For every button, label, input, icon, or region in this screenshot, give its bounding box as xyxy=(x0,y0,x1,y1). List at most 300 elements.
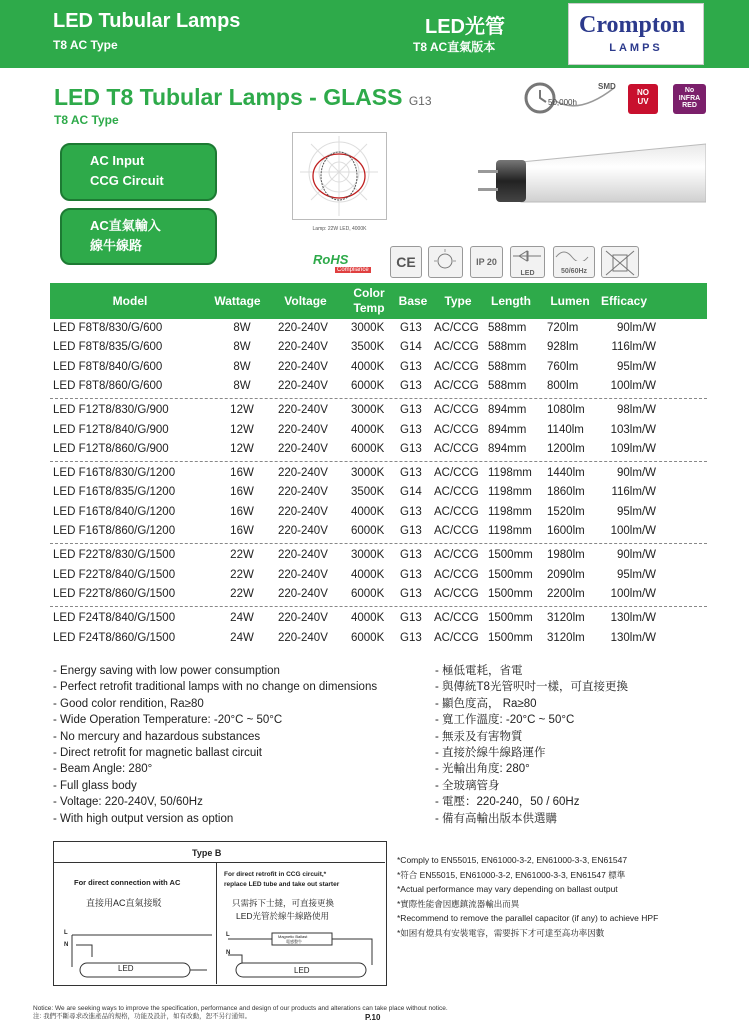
table-cell-voltage: 220-240V xyxy=(278,404,328,417)
feature-item xyxy=(53,778,377,794)
feature-text: No mercury and hazardous substances xyxy=(60,730,261,743)
table-cell-type: AC/CCG xyxy=(434,379,479,392)
polar-caption: Lamp: 22W LED, 4000K xyxy=(312,226,367,232)
page-number: P.10 xyxy=(365,1013,381,1022)
feature-item xyxy=(435,712,628,728)
feature-text: 直接於線牛線路運作 xyxy=(442,747,546,760)
group-separator xyxy=(50,543,707,544)
product-base-code: G13 xyxy=(408,94,432,108)
table-cell-lumen: 1860lm xyxy=(547,486,585,499)
right-label-n: N xyxy=(226,950,231,956)
table-cell-lumen: 1440lm xyxy=(547,467,585,480)
table-cell-type: AC/CCG xyxy=(434,341,479,354)
table-cell-type: AC/CCG xyxy=(434,404,479,417)
group-separator xyxy=(50,606,707,607)
feature-text: 極低電耗，省電 xyxy=(442,665,523,677)
diagram-divider xyxy=(54,862,385,863)
table-cell-voltage: 220-240V xyxy=(278,549,328,562)
bullet-dash: - xyxy=(53,697,61,710)
table-cell-lumen: 760lm xyxy=(547,360,579,373)
table-cell-base: G13 xyxy=(400,322,422,334)
header-subtitle-en: T8 AC Type xyxy=(53,38,118,52)
feature-text: 與傳統T8光管呎吋一樣，可直接更換 xyxy=(442,681,628,694)
ip20-icon xyxy=(470,246,503,278)
feature-text: 無汞及有害物質 xyxy=(442,730,523,743)
table-cell-voltage: 220-240V xyxy=(278,341,328,354)
table-cell-efficacy: 100lm/W xyxy=(610,379,656,392)
table-row xyxy=(50,441,707,460)
lifetime-badge xyxy=(518,80,616,116)
feature-item xyxy=(53,761,377,777)
bullet-dash: - xyxy=(53,714,61,727)
col-type: Type xyxy=(444,294,472,308)
table-cell-model: LED F16T8/830/G/1200 xyxy=(53,467,176,480)
header-subtitle-zh: T8 AC直氣版本 xyxy=(413,40,496,54)
table-cell-lumen: 928lm xyxy=(547,341,579,354)
table-cell-voltage: 220-240V xyxy=(278,360,328,373)
table-cell-efficacy: 116lm/W xyxy=(611,341,656,354)
table-cell-model: LED F16T8/840/G/1200 xyxy=(53,505,176,518)
table-cell-base: G14 xyxy=(400,486,422,499)
table-cell-base: G13 xyxy=(400,505,422,518)
table-cell-efficacy: 90lm/W xyxy=(617,467,656,480)
table-cell-base: G13 xyxy=(400,612,422,625)
table-cell-base: G14 xyxy=(400,341,422,354)
diagram-right-zh-2: LED光管於線牛線路使用 xyxy=(236,911,330,921)
no-uv-line1: NO xyxy=(637,88,649,97)
ballast-label-2: 電感整牛 xyxy=(286,939,302,944)
feature-item xyxy=(53,696,377,712)
table-cell-wattage: 8W xyxy=(233,379,251,392)
table-cell-wattage: 12W xyxy=(230,404,254,417)
ce-text: CE xyxy=(396,254,416,270)
no-ir-line1: No xyxy=(684,87,695,94)
table-cell-voltage: 220-240V xyxy=(278,423,328,436)
table-cell-color-temp: 3000K xyxy=(351,549,385,562)
feature-text: Perfect retrofit traditional lamps with no change on dimensions xyxy=(60,681,378,694)
table-cell-wattage: 8W xyxy=(233,360,251,373)
ce-mark-icon xyxy=(390,246,422,278)
bullet-dash: - xyxy=(53,730,61,743)
table-cell-efficacy: 90lm/W xyxy=(617,549,656,562)
table-cell-length: 1198mm xyxy=(488,505,532,518)
table-cell-wattage: 16W xyxy=(230,486,254,499)
table-cell-lumen: 2090lm xyxy=(547,568,585,581)
table-cell-length: 894mm xyxy=(488,442,527,455)
crossed-bin-icon xyxy=(602,247,638,277)
feature-item xyxy=(53,745,377,761)
feature-text: 電壓：220-240，50 / 60Hz xyxy=(442,796,580,809)
feature-text: With high output version as option xyxy=(60,812,234,825)
led-text: LED xyxy=(520,270,535,277)
table-cell-type: AC/CCG xyxy=(434,322,479,334)
table-cell-color-temp: 4000K xyxy=(351,612,385,625)
product-title xyxy=(54,84,432,111)
table-cell-wattage: 16W xyxy=(230,467,254,480)
table-cell-length: 1198mm xyxy=(488,525,532,537)
table-cell-color-temp: 4000K xyxy=(351,423,385,436)
bullet-dash: - xyxy=(435,763,443,776)
table-cell-base: G13 xyxy=(400,423,422,436)
feature-item xyxy=(435,794,628,810)
table-cell-color-temp: 3000K xyxy=(351,322,385,334)
table-cell-base: G13 xyxy=(400,631,422,644)
table-cell-type: AC/CCG xyxy=(434,525,479,537)
feature-text: 備有高輸出版本供選購 xyxy=(442,812,558,825)
table-cell-wattage: 24W xyxy=(230,631,254,644)
table-cell-length: 1500mm xyxy=(488,568,533,581)
wave-icon xyxy=(554,247,594,261)
note-line: *Comply to EN55015, EN61000-3-2, EN61000-3-3, EN61547 xyxy=(397,855,628,865)
feature-item xyxy=(53,663,377,679)
note-line: *Actual performance may vary depending on ballast output xyxy=(397,884,618,895)
footer-notice-zh: 注: 我們不斷尋求改進產品的規格，功能及設計，如有改動，恕不另行通知。 xyxy=(33,1013,252,1020)
diagram-title: Type B xyxy=(192,848,222,858)
no-infrared-badge xyxy=(673,84,706,114)
logo-main-text: Crompton xyxy=(579,12,686,38)
left-label-n: N xyxy=(64,942,69,948)
left-label-l: L xyxy=(64,930,68,936)
table-cell-length: 1500mm xyxy=(488,549,533,562)
pill-en-line2: CCG Circuit xyxy=(90,173,164,188)
table-cell-model: LED F12T8/830/G/900 xyxy=(53,404,169,417)
brand-logo xyxy=(568,3,704,65)
table-cell-voltage: 220-240V xyxy=(278,322,328,334)
ac-input-zh-pill xyxy=(60,208,217,265)
feature-text: 全玻璃管身 xyxy=(442,779,500,792)
col-efficacy: Efficacy xyxy=(600,294,648,308)
no-uv-badge xyxy=(628,84,658,114)
table-cell-length: 1198mm xyxy=(488,467,532,480)
table-cell-efficacy: 103lm/W xyxy=(610,423,656,436)
table-cell-wattage: 22W xyxy=(230,587,254,600)
no-ir-line2: INFRA xyxy=(678,94,701,102)
table-cell-lumen: 1080lm xyxy=(547,404,585,417)
ip20-text: IP 20 xyxy=(476,257,497,267)
table-cell-model: LED F16T8/860/G/1200 xyxy=(53,525,176,537)
feature-item xyxy=(435,696,628,712)
feature-text: Good color rendition, Ra≥80 xyxy=(60,697,204,710)
table-cell-base: G13 xyxy=(400,467,422,480)
pill-zh-line2: 線牛線路 xyxy=(90,238,143,253)
table-cell-efficacy: 90lm/W xyxy=(617,322,656,334)
table-row xyxy=(50,378,707,397)
table-cell-base: G13 xyxy=(400,568,422,581)
table-cell-voltage: 220-240V xyxy=(278,467,328,480)
diagram-right-zh-1: 只需拆下士撻，可直接更換 xyxy=(232,898,335,908)
diagram-left-zh: 直接用AC直氣接駁 xyxy=(86,898,162,908)
feature-item xyxy=(435,745,628,761)
table-cell-length: 588mm xyxy=(488,360,527,373)
bullet-dash: - xyxy=(53,796,61,809)
footer-notice xyxy=(33,1005,448,1021)
col-wattage: Wattage xyxy=(214,294,261,308)
product-subtitle: T8 AC Type xyxy=(54,113,119,127)
table-cell-voltage: 220-240V xyxy=(278,486,328,499)
pill-en-line1: AC Input xyxy=(90,153,145,168)
right-tube-label: LED xyxy=(294,966,310,975)
spec-table-header xyxy=(50,283,707,319)
table-cell-lumen: 1140lm xyxy=(547,423,584,436)
bullet-dash: - xyxy=(53,763,61,776)
table-cell-base: G13 xyxy=(400,379,422,392)
table-cell-lumen: 2200lm xyxy=(547,587,585,600)
table-cell-wattage: 16W xyxy=(230,505,254,518)
table-cell-base: G13 xyxy=(400,360,422,373)
rohs-logo xyxy=(313,252,371,274)
table-cell-length: 894mm xyxy=(488,404,527,417)
table-cell-base: G13 xyxy=(400,549,422,562)
table-cell-length: 1198mm xyxy=(488,486,532,499)
feature-item xyxy=(53,712,377,728)
table-cell-type: AC/CCG xyxy=(434,587,479,600)
table-cell-base: G13 xyxy=(400,442,422,455)
table-cell-lumen: 3120lm xyxy=(547,631,585,644)
table-cell-efficacy: 95lm/W xyxy=(617,360,656,373)
left-tube-label: LED xyxy=(118,964,134,973)
table-row xyxy=(50,586,707,605)
table-cell-efficacy: 100lm/W xyxy=(610,525,656,537)
table-row xyxy=(50,402,707,421)
table-row xyxy=(50,465,707,484)
bullet-dash: - xyxy=(435,796,443,809)
col-model: Model xyxy=(112,294,148,308)
table-cell-length: 1500mm xyxy=(488,612,533,625)
table-cell-efficacy: 130lm/W xyxy=(610,612,656,625)
feature-text: Direct retrofit for magnetic ballast circuit xyxy=(60,747,262,760)
table-cell-type: AC/CCG xyxy=(434,505,479,518)
tube-graphic xyxy=(476,140,706,220)
table-cell-color-temp: 6000K xyxy=(351,587,385,600)
table-cell-type: AC/CCG xyxy=(434,360,479,373)
feature-item xyxy=(435,679,628,695)
col-lumen: Lumen xyxy=(550,294,590,308)
table-cell-lumen: 1600lm xyxy=(547,525,585,537)
header-title-zh: LED光管 xyxy=(425,16,505,38)
table-cell-model: LED F12T8/840/G/900 xyxy=(53,423,169,436)
table-cell-color-temp: 4000K xyxy=(351,360,385,373)
table-cell-lumen: 1980lm xyxy=(547,549,585,562)
table-cell-color-temp: 6000K xyxy=(351,631,385,644)
bullet-dash: - xyxy=(435,779,443,792)
feature-text: Beam Angle: 280° xyxy=(60,763,153,776)
no-dispose-icon xyxy=(601,246,639,278)
feature-text: Full glass body xyxy=(60,779,137,792)
feature-text: 光輸出角度: 280° xyxy=(442,763,530,776)
table-cell-efficacy: 95lm/W xyxy=(617,505,656,518)
bullet-dash: - xyxy=(435,697,443,710)
table-cell-wattage: 12W xyxy=(230,442,254,455)
table-row xyxy=(50,630,707,649)
table-row xyxy=(50,422,707,441)
table-row xyxy=(50,359,707,378)
table-cell-wattage: 22W xyxy=(230,568,254,581)
table-row xyxy=(50,320,707,339)
ac-input-pill xyxy=(60,143,217,201)
table-row xyxy=(50,484,707,503)
table-cell-wattage: 22W xyxy=(230,549,254,562)
note-line: *實際性能會因應鎮流器輸出而異 xyxy=(397,898,520,909)
bullet-dash: - xyxy=(435,665,443,677)
table-cell-lumen: 720lm xyxy=(547,322,579,334)
table-cell-base: G13 xyxy=(400,525,422,537)
feature-text: 顯色度高， Ra≥80 xyxy=(442,697,537,710)
features-zh-list xyxy=(435,663,628,827)
table-cell-model: LED F8T8/835/G/600 xyxy=(53,341,163,354)
bullet-dash: - xyxy=(53,779,61,792)
table-cell-type: AC/CCG xyxy=(434,423,479,436)
table-cell-model: LED F22T8/830/G/1500 xyxy=(53,549,176,562)
table-cell-color-temp: 4000K xyxy=(351,568,385,581)
group-separator xyxy=(50,461,707,462)
table-cell-wattage: 24W xyxy=(230,612,254,625)
col-voltage: Voltage xyxy=(284,294,327,308)
feature-text: Wide Operation Temperature: -20°C ~ 50°C xyxy=(60,714,283,727)
lamp-icon xyxy=(428,246,463,278)
feature-item xyxy=(435,729,628,745)
features-en-list xyxy=(53,663,377,827)
table-cell-color-temp: 3500K xyxy=(351,341,385,354)
rohs-sub-text: Compliance xyxy=(337,267,369,273)
direct-ac-circuit xyxy=(62,927,212,983)
note-line: *如困有燈具有安裝電容，需要拆下才可達至高功率因數 xyxy=(397,927,605,938)
table-cell-voltage: 220-240V xyxy=(278,612,328,625)
logo-sub-text: LAMPS xyxy=(609,42,663,54)
table-cell-color-temp: 4000K xyxy=(351,505,385,518)
table-cell-type: AC/CCG xyxy=(434,467,479,480)
table-cell-voltage: 220-240V xyxy=(278,505,328,518)
table-cell-model: LED F8T8/860/G/600 xyxy=(53,379,163,392)
table-cell-model: LED F8T8/830/G/600 xyxy=(53,322,163,334)
polar-diagram-graphic xyxy=(292,132,387,220)
bullet-dash: - xyxy=(53,681,61,694)
table-cell-efficacy: 100lm/W xyxy=(610,587,656,600)
table-cell-length: 1500mm xyxy=(488,631,533,644)
table-cell-color-temp: 6000K xyxy=(351,379,385,392)
table-row xyxy=(50,547,707,566)
table-cell-efficacy: 116lm/W xyxy=(611,486,656,499)
table-cell-color-temp: 6000K xyxy=(351,442,385,455)
table-cell-efficacy: 95lm/W xyxy=(617,568,656,581)
feature-item xyxy=(53,679,377,695)
header-title-en: LED Tubular Lamps xyxy=(53,10,241,32)
table-row xyxy=(50,567,707,586)
note-line: *Recommend to remove the parallel capacitor (if any) to achieve HPF xyxy=(397,913,659,924)
table-cell-length: 894mm xyxy=(488,423,527,436)
table-cell-voltage: 220-240V xyxy=(278,442,328,455)
table-cell-color-temp: 6000K xyxy=(351,525,385,537)
bullet-dash: - xyxy=(53,747,61,760)
table-cell-model: LED F16T8/835/G/1200 xyxy=(53,486,176,499)
table-cell-model: LED F22T8/860/G/1500 xyxy=(53,587,176,600)
table-cell-lumen: 3120lm xyxy=(547,612,585,625)
header-band xyxy=(0,0,749,68)
feature-item xyxy=(435,761,628,777)
table-cell-base: G13 xyxy=(400,404,422,417)
footer-notice-en: Notice: We are seeking ways to improve the specification, performance and design of our products and alterations can take place without notice. xyxy=(33,1005,448,1012)
bullet-dash: - xyxy=(435,714,443,727)
table-cell-type: AC/CCG xyxy=(434,568,479,581)
table-cell-length: 588mm xyxy=(488,341,527,354)
bullet-dash: - xyxy=(435,812,443,825)
table-cell-length: 1500mm xyxy=(488,587,533,600)
feature-item xyxy=(435,663,628,679)
product-title-text: LED T8 Tubular Lamps - GLASS xyxy=(54,84,403,110)
feature-item xyxy=(53,794,377,810)
table-cell-wattage: 8W xyxy=(233,341,251,354)
diagram-mid-divider xyxy=(216,862,217,984)
pill-zh-line1: AC直氣輸入 xyxy=(90,218,161,233)
table-cell-wattage: 16W xyxy=(230,525,254,537)
feature-item xyxy=(435,811,628,827)
table-cell-voltage: 220-240V xyxy=(278,587,328,600)
table-cell-voltage: 220-240V xyxy=(278,568,328,581)
table-cell-base: G13 xyxy=(400,587,422,600)
table-cell-wattage: 12W xyxy=(230,423,254,436)
table-cell-type: AC/CCG xyxy=(434,442,479,455)
wiring-diagram xyxy=(53,841,387,986)
diagram-left-en: For direct connection with AC xyxy=(74,878,181,887)
table-cell-efficacy: 109lm/W xyxy=(610,442,656,455)
bullet-dash: - xyxy=(53,812,61,825)
lifetime-text: 50,000h xyxy=(548,98,577,107)
right-label-l: L xyxy=(226,932,230,938)
table-cell-length: 588mm xyxy=(488,379,527,392)
compliance-notes xyxy=(397,853,658,941)
table-cell-type: AC/CCG xyxy=(434,549,479,562)
col-color-temp: Color Temp xyxy=(353,286,385,315)
feature-text: Energy saving with low power consumption xyxy=(60,665,280,677)
table-cell-lumen: 1520lm xyxy=(547,505,585,518)
table-cell-model: LED F22T8/840/G/1500 xyxy=(53,568,176,581)
table-row xyxy=(50,610,707,629)
bulb-icon xyxy=(429,247,462,277)
diagram-right-en-1: For direct retrofit in CCG circuit,* xyxy=(224,871,327,878)
col-base: Base xyxy=(398,294,428,308)
col-length: Length xyxy=(491,294,531,308)
led-icon xyxy=(510,246,545,278)
table-row xyxy=(50,504,707,523)
table-cell-type: AC/CCG xyxy=(434,612,479,625)
table-cell-color-temp: 3000K xyxy=(351,467,385,480)
table-cell-efficacy: 98lm/W xyxy=(617,404,656,417)
tube-lamp-image xyxy=(476,140,706,220)
table-cell-voltage: 220-240V xyxy=(278,631,328,644)
rohs-text: RoHS xyxy=(313,252,349,267)
smd-text: SMD xyxy=(598,82,616,91)
table-cell-length: 588mm xyxy=(488,322,527,334)
table-cell-model: LED F24T8/860/G/1500 xyxy=(53,631,176,644)
feature-text: 寬工作溫度: -20°C ~ 50°C xyxy=(442,714,575,727)
table-cell-lumen: 1200lm xyxy=(547,442,585,455)
table-cell-lumen: 800lm xyxy=(547,379,579,392)
frequency-icon xyxy=(553,246,595,278)
table-cell-model: LED F24T8/840/G/1500 xyxy=(53,612,176,625)
table-cell-wattage: 8W xyxy=(233,322,251,334)
table-cell-voltage: 220-240V xyxy=(278,525,328,537)
table-cell-color-temp: 3000K xyxy=(351,404,385,417)
hz-text: 50/60Hz xyxy=(560,268,588,275)
table-cell-efficacy: 130lm/W xyxy=(610,631,656,644)
no-ir-line3: RED xyxy=(682,102,697,109)
feature-text: Voltage: 220-240V, 50/60Hz xyxy=(60,796,203,809)
ballast-label-1: Magnetic Ballast xyxy=(278,934,308,939)
table-row xyxy=(50,523,707,542)
group-separator xyxy=(50,398,707,399)
feature-item xyxy=(53,811,377,827)
table-cell-type: AC/CCG xyxy=(434,486,479,499)
bullet-dash: - xyxy=(53,665,61,677)
